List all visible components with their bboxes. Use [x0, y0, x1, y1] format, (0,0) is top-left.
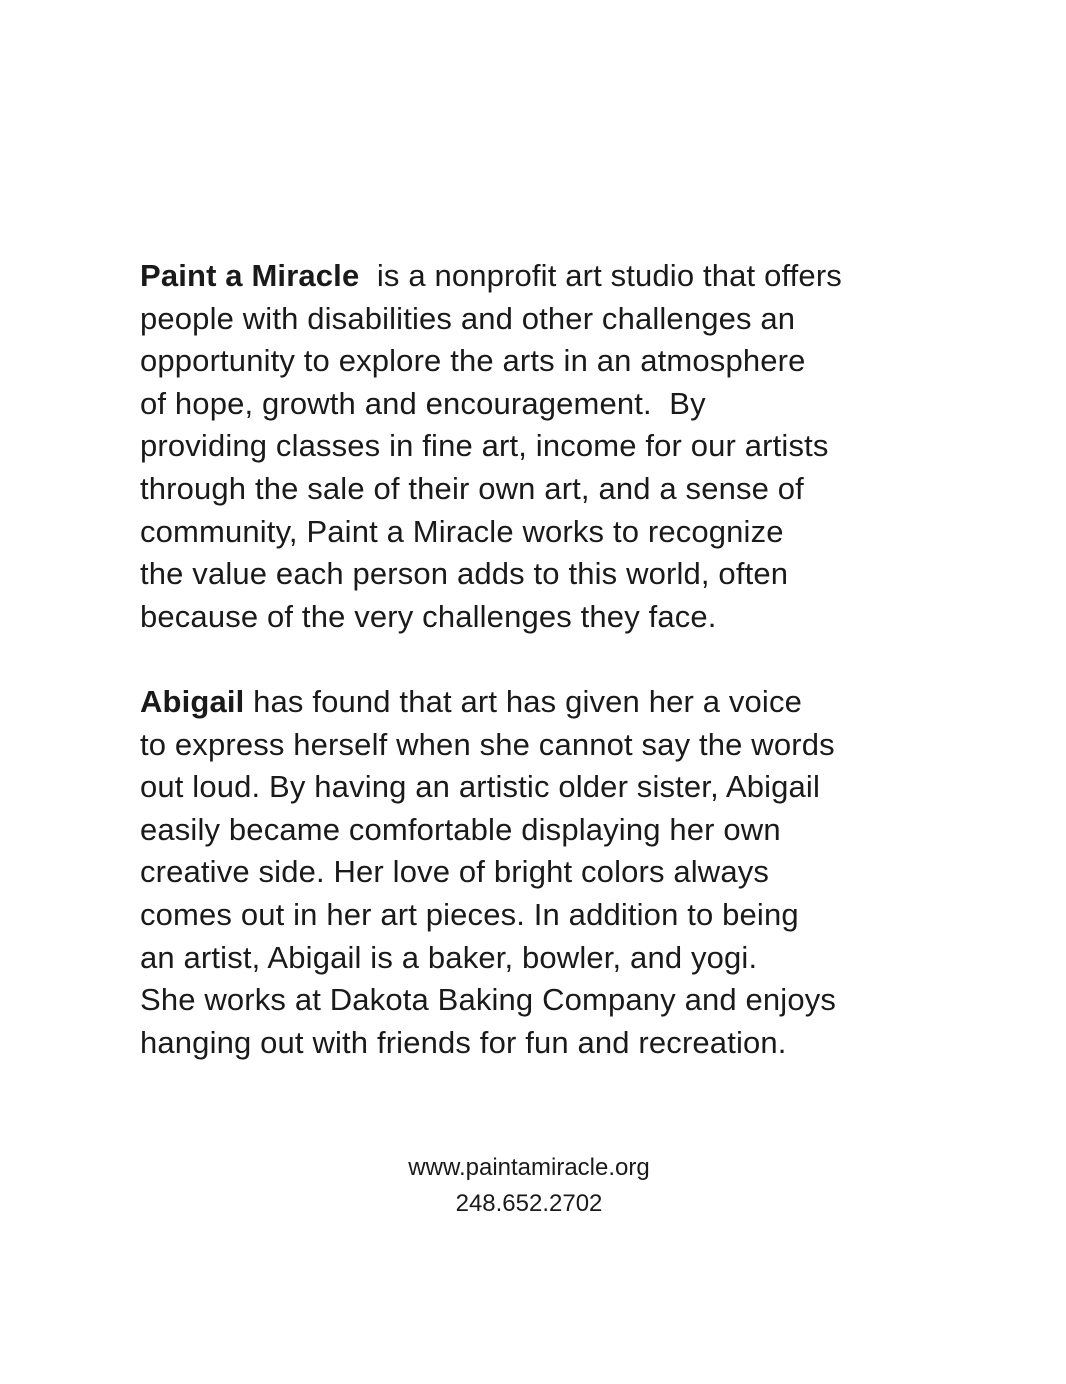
text-line	[140, 681, 940, 724]
artist-name: Abigail	[140, 684, 245, 719]
artist-bio	[140, 681, 940, 1064]
text-line: hanging out with friends for fun and recreation.	[140, 1024, 787, 1060]
text-line: people with disabilities and other challenges an	[140, 300, 796, 336]
text-line: to express herself when she cannot say the words	[140, 726, 835, 762]
website-link[interactable]: www.paintamiracle.org	[408, 1154, 650, 1181]
text-line	[140, 255, 940, 298]
text-line: opportunity to explore the arts in an atmosphere	[140, 343, 806, 379]
organization-description	[140, 255, 940, 638]
text-line: community, Paint a Miracle works to recognize	[140, 513, 784, 549]
text-line: comes out in her art pieces. In addition to being	[140, 896, 799, 932]
text-line: easily became comfortable displaying her own	[140, 811, 781, 847]
text-line: of hope, growth and encouragement. By	[140, 385, 706, 421]
text-line: out loud. By having an artistic older sister, Abigail	[140, 769, 820, 805]
text-line: an artist, Abigail is a baker, bowler, and yogi.	[140, 939, 758, 975]
text-line: creative side. Her love of bright colors always	[140, 854, 770, 890]
phone-number: 248.652.2702	[455, 1190, 603, 1217]
text-line: She works at Dakota Baking Company and enjoys	[140, 982, 837, 1018]
contact-info	[0, 1150, 1066, 1222]
text-line: the value each person adds to this world, often	[140, 556, 789, 592]
text-line: through the sale of their own art, and a sense of	[140, 470, 804, 506]
text-fragment: is a nonprofit art studio that offers	[359, 258, 842, 293]
organization-name: Paint a Miracle	[140, 258, 360, 293]
text-line: providing classes in fine art, income for our artists	[140, 428, 829, 464]
text-line: because of the very challenges they face.	[140, 598, 717, 634]
text-fragment: has found that art has given her a voice	[244, 684, 803, 719]
